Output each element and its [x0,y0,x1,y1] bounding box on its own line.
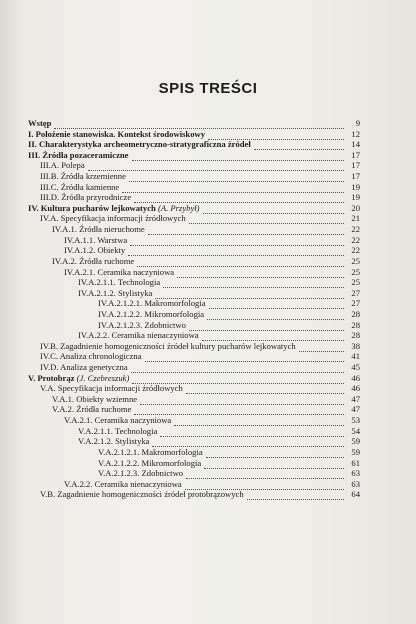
toc-dot-leader [208,129,344,140]
toc-entry-label: Specyfikacja informacji źródłowych [57,383,183,394]
toc-entry-text [40,341,296,352]
toc-entry-label: Obiekty wziemne [76,393,138,404]
toc-entry-text [52,394,137,405]
page-title: SPIS TREŚCI [158,80,258,97]
toc-entry-number: III.A. [40,160,60,171]
toc-entry-text [40,192,131,203]
toc-entry-number: IV.B. [40,340,58,351]
toc-page-number: 38 [351,340,360,351]
toc-entry-number: V.A.2.1. [64,415,93,426]
toc-entry-number: V.A.2.1.2.3. [98,468,140,479]
toc-entry [28,383,360,394]
toc-dot-leader [132,150,344,161]
toc-entry-number: IV.A.2.1.2.3. [98,319,143,330]
toc-entry [28,213,360,224]
toc-dot-leader [148,224,344,235]
toc-entry-number: IV.D. [40,362,59,373]
toc-dot-leader [129,171,344,182]
toc-entry [28,160,360,171]
toc-entry-text [64,245,125,256]
toc-entry-number: III.C. [40,181,59,192]
toc-entry [28,458,360,469]
toc-page-number: 47 [351,404,360,415]
toc-page-number: 54 [351,425,360,436]
toc-entry-label: Zagadnienie homogeniczności źródeł kultury pucharów lejkowatych [60,340,296,351]
toc-entry-author: (J. Czebreszuk) [76,372,130,383]
toc-entry-text [78,288,152,299]
toc-dot-leader [155,288,344,299]
toc-entry [28,245,360,256]
toc-entry-text [98,309,204,320]
toc-dot-leader [134,192,344,203]
toc-entry-number: IV.A.2.1.2.1. [98,298,143,309]
toc-entry-label: Zdobnictwo [144,319,186,330]
toc-entry [28,330,360,341]
toc-page-number: 22 [351,234,360,245]
toc-entry-number: V.A.2.1.2.2. [98,457,140,468]
toc-entry-label: Technologia [117,277,161,288]
toc-page-number: 14 [351,139,360,150]
toc-dot-leader [140,394,344,405]
toc-dot-leader [206,447,344,458]
toc-entry-label: Polepa [61,160,85,171]
toc-entry-number: IV.A.1.1. [64,234,96,245]
toc-page-number: 59 [351,436,360,447]
toc-entry-number: III.D. [40,192,60,203]
toc-entry-text [40,160,85,171]
toc-entry [28,362,360,373]
toc-entry-text [98,320,186,331]
toc-entry-number: IV.A. [40,213,59,224]
toc-entry-text [98,458,201,469]
toc-entry-number: III. [28,149,41,160]
toc-entry [28,298,360,309]
toc-page-number: 46 [351,383,360,394]
toc-entry-label: Wstęp [28,118,52,128]
toc-page-number: 47 [351,393,360,404]
toc-page-number: 64 [351,489,360,500]
toc-page-number: 53 [351,415,360,426]
toc-entry [28,415,360,426]
toc-entry-text [64,235,127,246]
toc-entry-label: Ceramika nienaczyniowa [94,478,182,489]
toc-entry-text [40,489,244,500]
toc-entry-text [52,256,134,267]
toc-page-number: 19 [351,181,360,192]
toc-entry-label: Technologia [114,425,158,436]
toc-entry-number: V.A.2.2. [64,478,93,489]
toc-entry-text [40,351,142,362]
toc-entry-text [98,447,203,458]
toc-dot-leader [202,330,344,341]
toc-entry [28,235,360,246]
toc-entry-number: IV.A.2.1.1. [78,277,116,288]
toc-entry-label: Ceramika nienaczyniowa [111,330,199,341]
toc-entry [28,436,360,447]
toc-entry-text [28,150,129,161]
toc-dot-leader [254,139,344,150]
toc-entry-number: IV.A.1. [52,224,77,235]
toc-entry-text [64,415,171,426]
toc-dot-leader [160,426,344,437]
toc-dot-leader [132,373,344,384]
toc-entry-number: V.A.1. [52,393,75,404]
toc-entry [28,320,360,331]
toc-entry [28,150,360,161]
toc-dot-leader [207,309,344,320]
toc-entry-label: Obiekty [97,245,126,256]
toc-entry-label: Stylistyka [115,436,150,447]
toc-entry-number: IV.A.2.1.2. [78,287,116,298]
toc-page-number: 28 [351,308,360,319]
toc-entry-label: Kultura pucharów lejkowatych [40,202,156,213]
toc-entry-text [40,362,128,373]
toc-entry-text [78,330,199,341]
toc-entry-number: V.A.2. [52,404,75,415]
toc-entry [28,447,360,458]
toc-entry [28,288,360,299]
toc-entry-text [64,479,182,490]
toc-entry-text [98,468,183,479]
toc-entry-label: Warstwa [97,234,128,245]
toc-dot-leader [163,277,344,288]
toc-page-number: 45 [351,362,360,373]
toc-entry-label: Protobrąz [37,372,75,383]
toc-entry-text [40,171,126,182]
toc-page-number: 25 [351,266,360,277]
toc-entry-text [28,129,205,140]
toc-entry-label: Analiza genetyczna [60,362,128,373]
toc-page-number: 63 [351,478,360,489]
toc-dot-leader [145,351,344,362]
toc-entry [28,129,360,140]
toc-page-number: 20 [351,202,360,213]
toc-dot-leader [152,436,344,447]
toc-entry-number: V.A.2.1.2.1. [98,446,140,457]
toc-entry-number: V.B. [40,489,56,500]
toc-entry-text [40,182,119,193]
toc-dot-leader [189,213,344,224]
toc-page-number: 9 [355,118,360,128]
toc-entry-text [64,267,174,278]
toc-entry [28,404,360,415]
toc-entry-text [52,224,145,235]
toc-entry-number: IV.C. [40,351,58,362]
toc-dot-leader [131,362,344,373]
toc-entry-number: V.A. [40,383,56,394]
toc-entry-text [28,373,129,384]
toc-page-number: 41 [351,351,360,362]
toc-dot-leader [128,245,344,256]
toc-entry-label: Ceramika naczyniowa [97,266,175,277]
toc-entry [28,468,360,479]
toc-entry-text [40,383,183,394]
toc-entry-label: Źródła krzemienne [60,171,126,182]
toc-entry-label: Źródła nieruchome [79,224,145,235]
toc-dot-leader [54,118,344,129]
toc-entry-label: Położenie stanowiska. Kontekst środowiskowy [35,128,206,139]
toc-entry [28,479,360,490]
toc-entry [28,118,360,129]
toc-page-number: 28 [351,319,360,330]
toc-entry [28,139,360,150]
toc-page-number: 25 [351,277,360,288]
toc-dot-leader [204,458,344,469]
toc-entry [28,256,360,267]
toc-entry-label: Stylistyka [117,287,153,298]
toc-dot-leader [186,468,344,479]
toc-entry-text [78,426,157,437]
toc-entry-label: Charakterystyka archeometryczno-stratygraficzna źródeł [39,139,251,150]
toc-entry-text [52,404,131,415]
toc-page-number: 17 [351,149,360,160]
toc-entry-number: IV.A.2. [52,255,77,266]
toc-entry-label: Źródła przyrodnicze [61,192,132,203]
toc-dot-leader [88,160,344,171]
toc-entry [28,224,360,235]
toc-entry [28,277,360,288]
toc-entry-label: Mikromorfologia [144,308,205,319]
toc-entry-number: III.B. [40,171,59,182]
toc-entry-number: IV.A.1.2. [64,245,96,256]
toc-page-number: 27 [351,287,360,298]
toc-page-number: 25 [351,255,360,266]
toc-page-number: 59 [351,446,360,457]
toc-entry [28,203,360,214]
toc-entry [28,171,360,182]
toc-page-number: 22 [351,224,360,235]
toc-entry-label: Źródła ruchome [79,255,135,266]
toc-page-number: 19 [351,192,360,203]
toc-entry-text [28,118,51,129]
toc-dot-leader [185,479,344,490]
toc-dot-leader [189,320,344,331]
toc-entry-number: II. [28,139,37,150]
toc-entry-number: V.A.2.1.2. [78,436,113,447]
toc-entry [28,489,360,500]
toc-entry-number: IV.A.2.1. [64,266,96,277]
toc-entry-text [40,213,186,224]
toc-entry [28,394,360,405]
toc-dot-leader [209,298,344,309]
toc-entry-label: Mikromorfologia [141,457,202,468]
toc-entry-text [78,277,160,288]
toc-entry-label: Zdobnictwo [141,468,184,479]
toc-page-number: 46 [351,372,360,383]
toc-entry [28,267,360,278]
toc-entry-number: IV. [28,202,39,213]
toc-dot-leader [177,267,344,278]
toc-entry-text [28,139,251,150]
toc-entry-text [78,436,149,447]
toc-entry-number: I. [28,128,34,139]
toc-entry-label: Specyfikacja informacji źródłowych [60,213,186,224]
toc-entry-label: Źródła ruchome [76,404,132,415]
toc-dot-leader [130,235,344,246]
toc-entry-label: Analiza chronologiczna [59,351,142,362]
table-of-contents [28,118,360,500]
toc-entry-label: Zagadnienie homogeniczności źródeł protobrązowych [57,489,244,500]
toc-entry-label: Źródła pozaceramiczne [42,149,129,160]
toc-page-number: 28 [351,330,360,341]
toc-entry [28,341,360,352]
toc-entry [28,373,360,384]
toc-entry [28,192,360,203]
toc-entry-label: Źródła kamienne [60,181,120,192]
toc-dot-leader [203,203,344,214]
toc-entry [28,309,360,320]
toc-entry [28,351,360,362]
toc-entry [28,426,360,437]
toc-page-number: 27 [351,298,360,309]
toc-dot-leader [174,415,344,426]
toc-dot-leader [186,383,344,394]
toc-entry-number: V. [28,372,36,383]
toc-dot-leader [247,489,344,500]
toc-dot-leader [299,341,344,352]
toc-entry-author: (A. Przybył) [157,202,200,213]
toc-page-number: 61 [351,457,360,468]
toc-page-number: 17 [351,160,360,171]
toc-entry-label: Ceramika naczyniowa [94,415,172,426]
toc-page-number: 21 [351,213,360,224]
toc-entry-number: V.A.2.1.1. [78,425,113,436]
toc-entry-text [28,203,200,214]
toc-entry-label: Makromorfologia [141,446,203,457]
toc-entry-label: Makromorfologia [144,298,206,309]
toc-entry-number: IV.A.2.2. [78,330,110,341]
toc-dot-leader [122,182,344,193]
toc-entry-text [98,298,206,309]
toc-page-number: 17 [351,171,360,182]
toc-page-number: 22 [351,245,360,256]
toc-dot-leader [137,256,344,267]
toc-entry [28,182,360,193]
toc-page-number: 12 [351,128,360,139]
toc-page-number: 63 [351,468,360,479]
toc-dot-leader [134,404,344,415]
toc-entry-number: IV.A.2.1.2.2. [98,308,143,319]
